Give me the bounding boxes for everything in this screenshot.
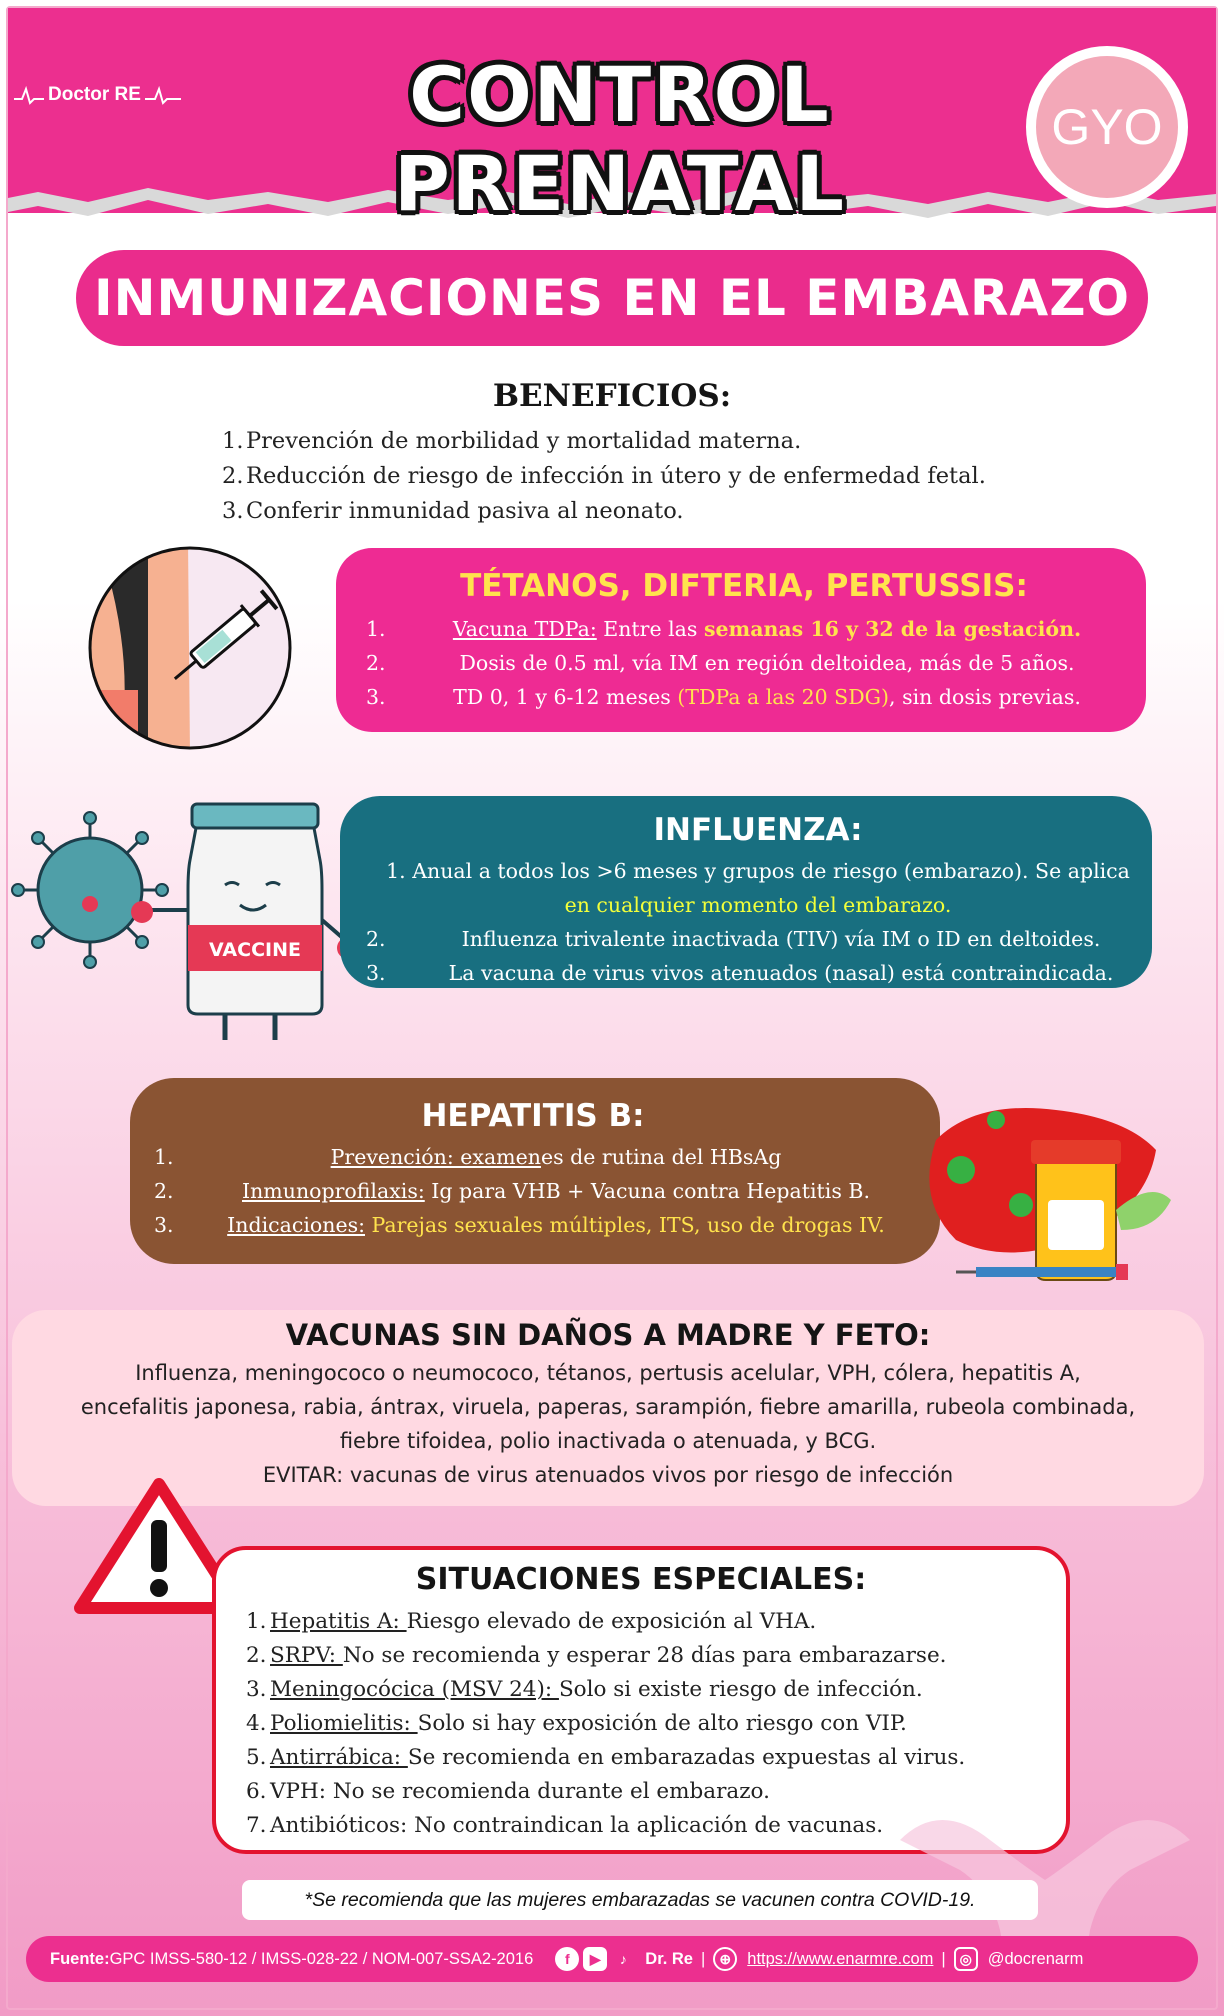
- list-item: 3. TD 0, 1 y 6-12 meses (TDPa a las 20 SDG), sin dosis previas.: [366, 685, 1081, 709]
- vacunas-text: Influenza, meningococo o neumococo, tétanos, pertusis acelular, VPH, cólera, hepatitis A, encefalitis japonesa, rabia, ántrax, viruela, paperas, sarampión, fiebre amarilla, rubeola combinada, fiebre tifoidea, polio inactivada o atenuada, y BCG. EVITAR: vacunas de virus atenuados vivos por riesgo de infección: [80, 1361, 1136, 1487]
- source-text: GPC IMSS-580-12 / IMSS-028-22 / NOM-007-SSA2-2016: [109, 1949, 534, 1968]
- list-item: 2. Dosis de 0.5 ml, vía IM en región deltoidea, más de 5 años.: [366, 651, 1075, 675]
- hepatitis-card: [130, 1078, 940, 1264]
- list-item: 1. Prevención de morbilidad y mortalidad materna.: [222, 428, 802, 454]
- gyo-badge: GYO: [1026, 46, 1188, 208]
- globe-icon: ⊕: [713, 1947, 737, 1971]
- facebook-icon[interactable]: f: [555, 1947, 579, 1971]
- section-title: INMUNIZACIONES EN EL EMBARAZO: [76, 250, 1148, 346]
- vaccine-label: VACCINE: [209, 939, 301, 961]
- heartbeat-icon: [14, 85, 44, 105]
- tdp-title: TÉTANOS, DIFTERIA, PERTUSSIS:: [460, 568, 1028, 604]
- list-item: 3. Conferir inmunidad pasiva al neonato.: [222, 498, 684, 524]
- list-item: 3. Meningocócica (MSV 24): Solo si existe riesgo de infección.: [246, 1677, 923, 1702]
- especiales-title: SITUACIONES ESPECIALES:: [415, 1562, 867, 1597]
- virus-icon: [12, 812, 168, 968]
- youtube-icon[interactable]: ▶: [583, 1947, 607, 1971]
- instagram-handle[interactable]: @docrenarm: [987, 1949, 1084, 1968]
- list-item: 1. Vacuna TDPa: Entre las semanas 16 y 32 de la gestación.: [366, 617, 1082, 641]
- divider: |: [700, 1949, 706, 1968]
- vaccine-bottle-icon: [131, 804, 359, 1040]
- list-item: 5. Antirrábica: Se recomienda en embarazadas expuestas al virus.: [246, 1745, 966, 1770]
- beneficios-title: BENEFICIOS:: [492, 378, 732, 414]
- beneficios-list: [222, 424, 986, 529]
- influenza-card: [340, 796, 1152, 988]
- instagram-icon[interactable]: ◎: [954, 1947, 978, 1971]
- source-label: Fuente:: [50, 1949, 110, 1968]
- list-item: 2. Influenza trivalente inactivada (TIV) vía IM o ID en deltoides.: [366, 927, 1101, 951]
- brand-logo: [14, 84, 181, 106]
- vacunas-seguras-card: [12, 1310, 1204, 1506]
- list-item: 2. SRPV: No se recomienda y esperar 28 días para embarazarse.: [246, 1643, 947, 1668]
- hepatitis-title: HEPATITIS B:: [421, 1098, 645, 1134]
- list-item: 7. Antibióticos: No contraindican la aplicación de vacunas.: [246, 1813, 884, 1838]
- list-item: 2. Reducción de riesgo de infección in útero y de enfermedad fetal.: [222, 463, 986, 489]
- heartbeat-icon: [145, 85, 181, 105]
- list-item: 1. Prevención: examenes de rutina del HBsAg: [154, 1145, 782, 1169]
- list-item: 3. Indicaciones: Parejas sexuales múltiples, ITS, uso de drogas IV.: [154, 1213, 885, 1237]
- list-item: 1. Hepatitis A: Riesgo elevado de exposición al VHA.: [246, 1609, 817, 1634]
- vaccine-virus-illustration: [10, 800, 360, 1050]
- page-title: CONTROL PRENATAL: [394, 50, 846, 228]
- tiktok-icon[interactable]: ♪: [619, 1951, 627, 1967]
- influenza-title: INFLUENZA:: [653, 812, 863, 848]
- footer-bar: [26, 1936, 1198, 1982]
- covid-note: *Se recomienda que las mujeres embarazadas se vacunen contra COVID-19.: [242, 1880, 1038, 1920]
- list-item: 3. La vacuna de virus vivos atenuados (nasal) está contraindicada.: [366, 961, 1114, 985]
- divider: |: [941, 1949, 946, 1968]
- website-link[interactable]: https://www.enarmre.com: [747, 1949, 934, 1968]
- liver-illustration: [916, 1090, 1186, 1300]
- list-item: 1. Anual a todos los >6 meses y grupos de riesgo (embarazo). Se aplica en cualquier momento del embarazo.: [386, 859, 1130, 917]
- vacunas-title: VACUNAS SIN DAÑOS A MADRE Y FETO:: [285, 1318, 931, 1352]
- brand-text: Doctor RE: [48, 84, 141, 105]
- footer-brand: Dr. Re: [645, 1949, 693, 1968]
- tdp-card: [336, 548, 1146, 732]
- arm-injection-illustration: [78, 540, 306, 756]
- list-item: 2. Inmunoprofilaxis: Ig para VHB + Vacuna contra Hepatitis B.: [154, 1179, 870, 1203]
- list-item: 4. Poliomielitis: Solo si hay exposición de alto riesgo con VIP.: [246, 1711, 907, 1736]
- list-item: 6. VPH: No se recomienda durante el embarazo.: [246, 1779, 770, 1804]
